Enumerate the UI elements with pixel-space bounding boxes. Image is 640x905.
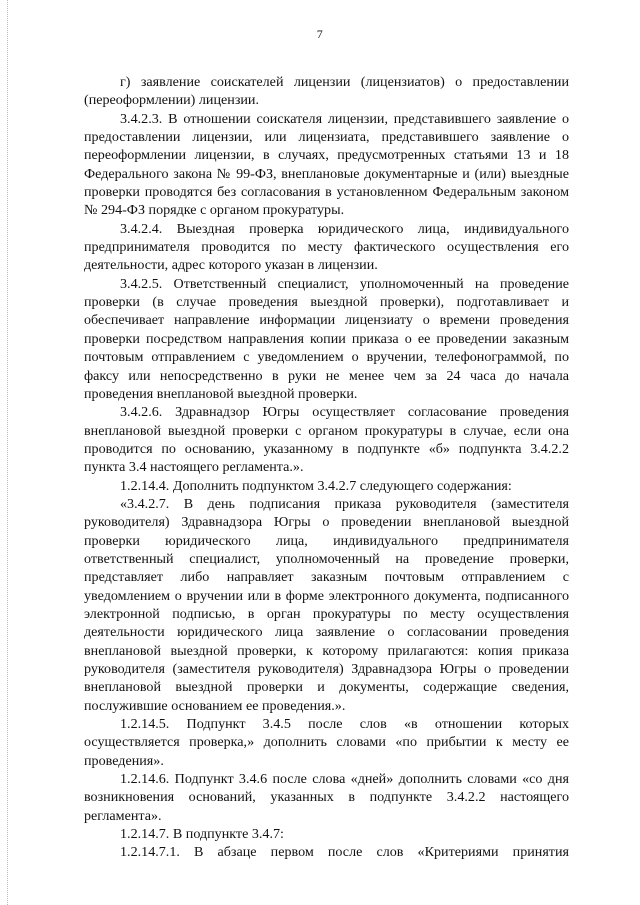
paragraph-3-4-2-4: 3.4.2.4. Выездная проверка юридического лица, индивидуального предпринимателя проводится по месту фактического осуществления его деятельности, адрес которого указан в лицензии. <box>84 220 569 274</box>
paragraph-3-4-2-6: 3.4.2.6. Здравнадзор Югры осуществляет согласование проведения внеплановой выездной проверки с органом прокуратуры в случае, если она проводится по основанию, указанному в подпункте «б» подпункта 3.4.2.2 пункта 3.4 настоящего регламента.». <box>84 404 569 476</box>
paragraph-3-4-2-5: 3.4.2.5. Ответственный специалист, уполномоченный на проведение проверки (в случае проведения выездной проверки), подготавливает и обеспечивает направление информации лицензиату о времени проведения проверки посредством направления копии приказа о ее проведении заказным почтовым отправлением с уведомлением о вручении, телефонограммой, по факсу или непосредственно в руки не менее чем за 24 часа до начала проведения внеплановой выездной проверки. <box>84 275 569 402</box>
paragraph-3-4-2-3: 3.4.2.3. В отношении соискателя лицензии, представившего заявление о предоставлении лицензии, или лицензиата, представившего заявление о переоформлении лицензии, в случаях, предусмотренных статьями 13 и 18 Федерального закона № 99-ФЗ, внеплановые документарные и (или) выездные проверки проводятся без согласования в установленном Федеральным законом № 294-ФЗ порядке с органом прокуратуры. <box>84 110 569 219</box>
page-edge-line <box>7 0 9 905</box>
document-body <box>84 73 569 862</box>
paragraph-1-2-14-5: 1.2.14.5. Подпункт 3.4.5 после слов «в отношении которых осуществляется проверка,» дополнить словами «по прибытии к месту ее проведения». <box>84 716 569 769</box>
paragraph-3-4-2-7: «3.4.2.7. В день подписания приказа руководителя (заместителя руководителя) Здравнадзора Югры о проведении внеплановой выездной проверки юридического лица, индивидуального предпринимателя ответственный специалист, уполномоченный на проведение проверки, представляет либо направляет заказным почтовым отправлением с уведомлением о вручении или в форме электронного документа, подписанного электронной подписью, в орган прокуратуры по месту осуществления деятельности юридического лица заявление о согласовании проведения внеплановой выездной проверки, к которому прилагаются: копия приказа руководителя (заместителя руководителя) Здравнадзора Югры о проведении внеплановой выездной проверки и документы, содержащие сведения, послужившие основанием ее проведения.». <box>84 495 569 714</box>
paragraph-1-2-14-7-1: 1.2.14.7.1. В абзаце первом после слов «Критериями принятия <box>120 844 569 861</box>
paragraph-1-2-14-7: 1.2.14.7. В подпункте 3.4.7: <box>120 826 284 843</box>
paragraph-1-2-14-4: 1.2.14.4. Дополнить подпунктом 3.4.2.7 следующего содержания: <box>120 477 512 494</box>
paragraph-item-g: г) заявление соискателей лицензии (лицензиатов) о предоставлении (переоформлении) лицензии. <box>84 74 569 109</box>
paragraph-1-2-14-6: 1.2.14.6. Подпункт 3.4.6 после слова «дней» дополнить словами «со дня возникновения оснований, указанных в подпункте 3.4.2.2 настоящего регламента». <box>84 771 569 824</box>
page-number: 7 <box>316 27 324 41</box>
